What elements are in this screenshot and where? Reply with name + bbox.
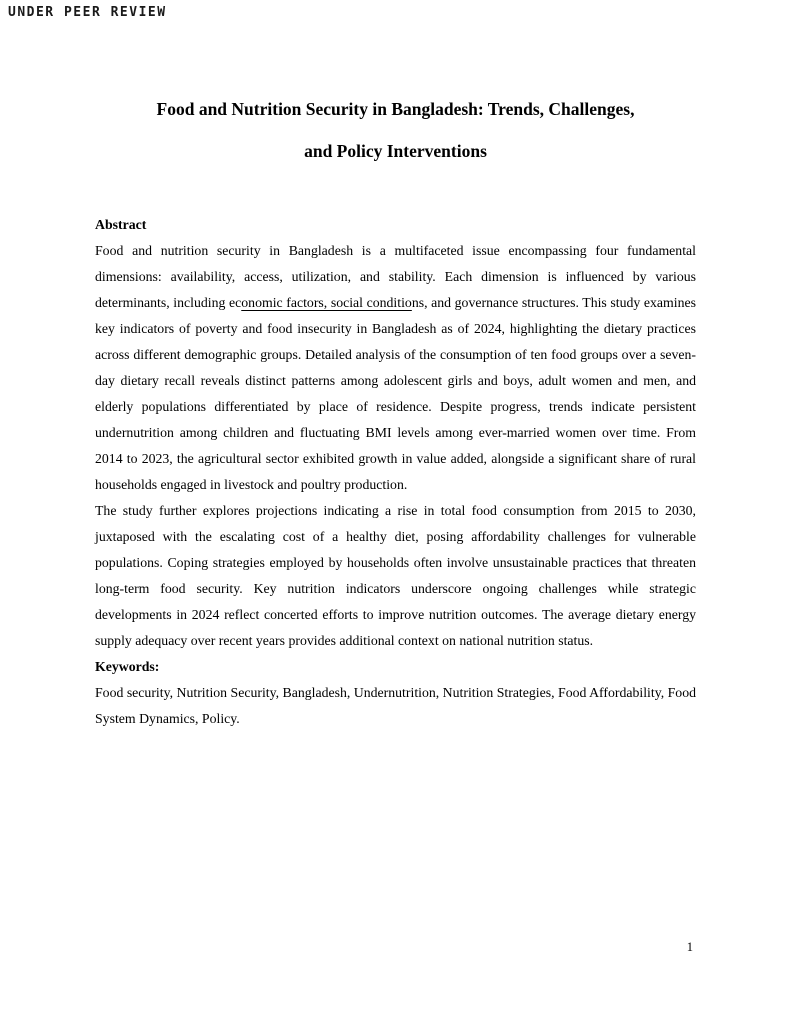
underlined-phrase: onomic factors, social conditio [241, 295, 412, 310]
keywords-heading: Keywords: [95, 659, 160, 674]
abstract-paragraph-1 [95, 238, 696, 498]
paper-title [95, 88, 696, 172]
keywords-text: Food security, Nutrition Security, Bangladesh, Undernutrition, Nutrition Strategies, Food Affordability, Food System Dynamics, Policy. [95, 685, 696, 726]
paper-title-line-2: and Policy Interventions [304, 141, 487, 161]
page-content [95, 0, 696, 732]
abstract-paragraph-2: The study further explores projections indicating a rise in total food consumption from 2015 to 2030, juxtaposed with the escalating cost of a healthy diet, posing affordability challenges for vulnerable populations. Coping strategies employed by households often involve unsustainable practices that threaten long-term food security. Key nutrition indicators underscore ongoing challenges while strategic developments in 2024 reflect concerted efforts to improve nutrition outcomes. The average dietary energy supply adequacy over recent years provides additional context on national nutrition status. [95, 503, 696, 648]
abstract-section [95, 212, 696, 732]
abstract-paragraph-1-after: ns, and governance structures. This study examines key indicators of poverty and food insecurity in Bangladesh as of 2024, highlighting the dietary practices across different demographic groups. Detailed analysis of the consumption of ten food groups over a seven-day dietary recall reveals distinct patterns among adolescent girls and boys, adult women and men, and elderly populations differentiated by place of residence. Despite progress, trends indicate persistent undernutrition among children and fluctuating BMI levels among ever-married women over time. From 2014 to 2023, the agricultural sector exhibited growth in value added, alongside a significant share of rural households engaged in livestock and poultry production. [95, 295, 696, 492]
abstract-heading: Abstract [95, 217, 147, 232]
paper-title-line-1: Food and Nutrition Security in Bangladesh: Trends, Challenges, [156, 99, 635, 119]
abstract-paragraph-1-before: Food and nutrition security in Bangladesh is a multifaceted issue encompassing four fundamental dimensions: availability, access, utilization, and stability. Each dimension is influenced by various determinants, including ec [95, 243, 696, 310]
page-number: 1 [686, 940, 693, 954]
peer-review-banner: UNDER PEER REVIEW [8, 5, 167, 20]
